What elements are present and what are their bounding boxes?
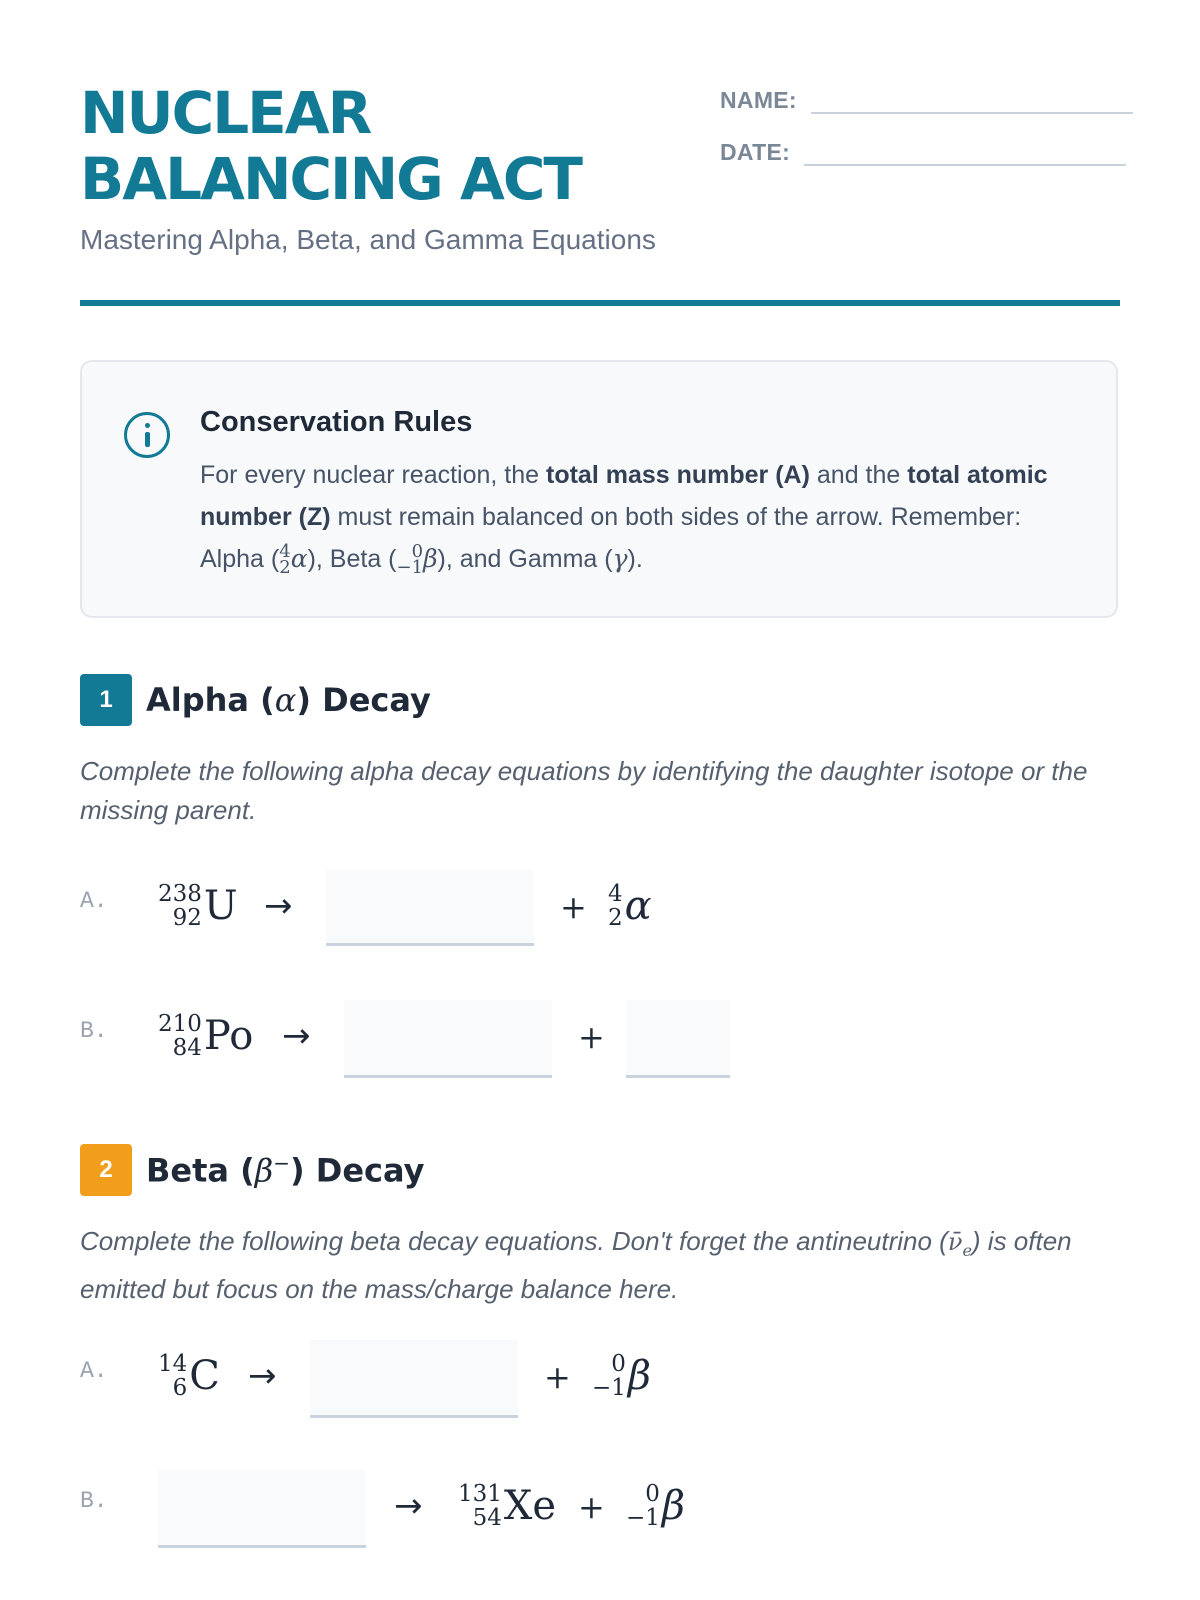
nuclide-daughter: 131 54 Xe xyxy=(458,1481,557,1531)
plus-sign: + xyxy=(578,1488,605,1526)
equation-label: A. xyxy=(80,1358,108,1384)
section-1-title: Alpha (α) Decay xyxy=(146,681,431,719)
nuclide-product: 4 2 α xyxy=(608,881,652,931)
title-line-1: NUCLEAR xyxy=(80,79,371,147)
equation-2b xyxy=(80,1468,1120,1548)
plus-sign: + xyxy=(544,1358,571,1396)
nuclide-parent: 210 84 Po xyxy=(158,1011,254,1061)
equation-label: B. xyxy=(80,1488,108,1514)
reaction-arrow: → xyxy=(394,1486,423,1526)
date-input-line[interactable] xyxy=(804,136,1126,166)
date-field xyxy=(720,136,1126,166)
name-label: NAME: xyxy=(720,87,797,113)
equation-2a xyxy=(80,1338,1120,1418)
answer-blank[interactable] xyxy=(158,1470,366,1548)
info-icon xyxy=(124,412,170,458)
section-2-badge: 2 xyxy=(80,1144,132,1196)
section-2-title: Beta (β−) Decay xyxy=(146,1150,425,1190)
nuclide-parent: 238 92 U xyxy=(158,881,238,931)
nuclide-parent: 14 6 C xyxy=(158,1351,220,1401)
reaction-arrow: → xyxy=(264,886,293,926)
equation-label: B. xyxy=(80,1018,108,1044)
nuclide-product: 0 −1 β xyxy=(592,1351,652,1401)
plus-sign: + xyxy=(560,888,587,926)
date-label: DATE: xyxy=(720,139,791,165)
answer-blank[interactable] xyxy=(326,870,534,946)
section-1-header xyxy=(80,674,431,726)
name-field xyxy=(720,84,1133,114)
plus-sign: + xyxy=(578,1018,605,1056)
equation-1b xyxy=(80,998,1120,1078)
page-subtitle: Mastering Alpha, Beta, and Gamma Equations xyxy=(80,224,656,255)
title-line-2: BALANCING ACT xyxy=(80,145,581,213)
info-bold-mass: total mass number (A) xyxy=(546,461,810,489)
worksheet-page xyxy=(80,0,1120,1600)
equation-label: A. xyxy=(80,888,108,914)
answer-blank[interactable] xyxy=(310,1340,518,1418)
conservation-rules-box xyxy=(80,360,1118,618)
equation-1a xyxy=(80,868,1120,948)
section-2-header xyxy=(80,1144,424,1196)
name-input-line[interactable] xyxy=(811,84,1133,114)
answer-blank[interactable] xyxy=(626,1000,730,1078)
section-1-badge: 1 xyxy=(80,674,132,726)
reaction-arrow: → xyxy=(282,1016,311,1056)
page-title xyxy=(80,80,700,212)
header-divider xyxy=(80,300,1120,306)
nuclide-product: 0 −1 β xyxy=(626,1481,686,1531)
section-1-description: Complete the following alpha decay equations by identifying the daughter isotope or the missing parent. xyxy=(80,756,1088,825)
info-text: For every nuclear reaction, the total mass number (A) and the total atomic number (Z) must remain balanced on both sides of the arrow. Remember: Alpha ( 4 2 α), Beta ( 0 −1 β), and Gamma (γ). xyxy=(200,461,1048,579)
info-bold-atomic: total atomic number (Z) xyxy=(200,461,1048,531)
answer-blank[interactable] xyxy=(344,1000,552,1078)
info-title: Conservation Rules xyxy=(200,406,473,438)
reaction-arrow: → xyxy=(248,1356,277,1396)
section-2-description: Complete the following beta decay equations. Don't forget the antineutrino $(\nū_e)$ is often emitted but focus on the mass/charge balance here. xyxy=(80,1226,1072,1305)
